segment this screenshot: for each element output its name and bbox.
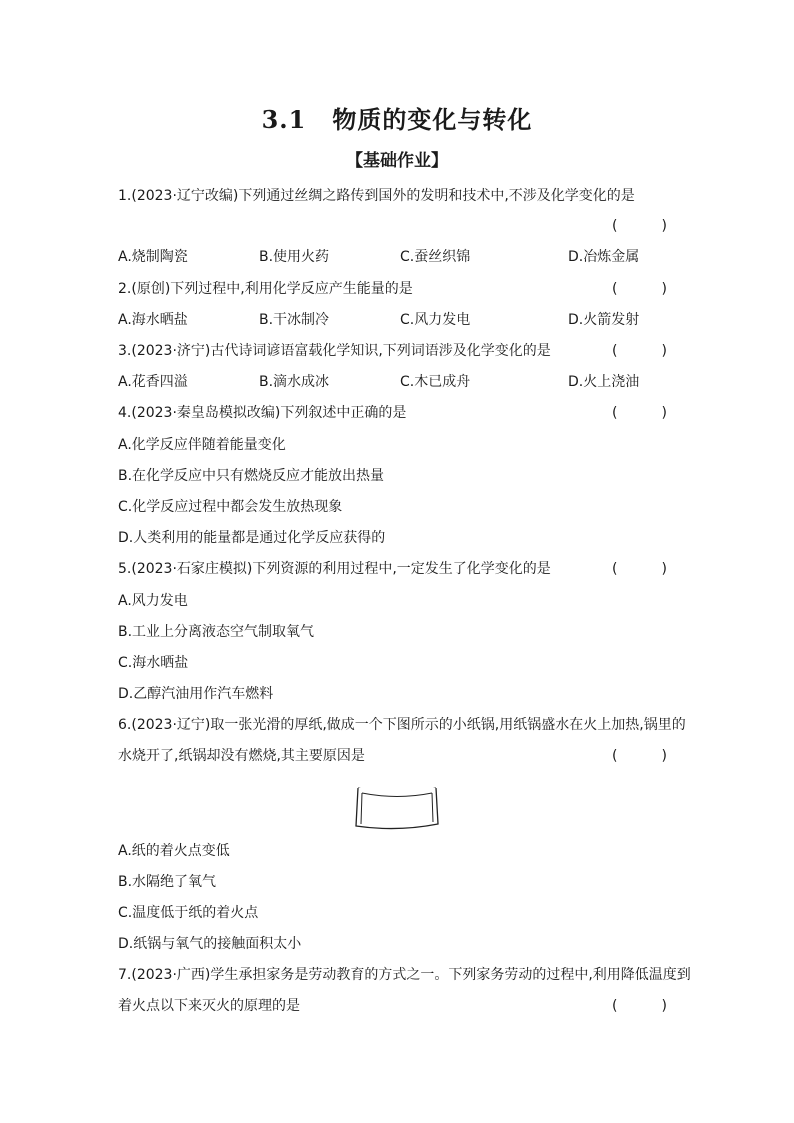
q2-stem: 2.(原创)下列过程中,利用化学反应产生能量的是: [118, 281, 413, 297]
q1-stem: 1.(2023·辽宁改编)下列通过丝绸之路传到国外的发明和技术中,不涉及化学变化的是: [118, 188, 635, 204]
q5-option-a: A.风力发电: [118, 593, 188, 609]
section-number: 3.1: [261, 105, 307, 134]
q4-answer-blank: ( ): [612, 405, 667, 421]
q2-option-d: D.火箭发射: [568, 312, 640, 328]
title-text: 物质的变化与转化: [332, 105, 533, 134]
q3-answer-blank: ( ): [612, 343, 667, 359]
q1-answer-blank: ( ): [612, 218, 667, 234]
q3-option-c: C.木已成舟: [400, 374, 471, 390]
section-heading: 【基础作业】: [346, 151, 448, 171]
q2-option-b: B.干冰制冷: [259, 312, 330, 328]
q2-option-c: C.风力发电: [400, 312, 471, 328]
q6-answer-blank: ( ): [612, 748, 667, 764]
q5-answer-blank: ( ): [612, 561, 667, 577]
page-title: [0, 100, 794, 135]
q2-answer-blank: ( ): [612, 281, 667, 297]
q5-option-c: C.海水晒盐: [118, 655, 189, 671]
q4-option-b: B.在化学反应中只有燃烧反应才能放出热量: [118, 468, 385, 484]
q1-option-d: D.冶炼金属: [568, 249, 640, 265]
q3-option-b: B.滴水成冰: [259, 374, 330, 390]
q4-option-c: C.化学反应过程中都会发生放热现象: [118, 499, 343, 515]
q1-option-c: C.蚕丝织锦: [400, 249, 471, 265]
q6-stem-line-1: 6.(2023·辽宁)取一张光滑的厚纸,做成一个下图所示的小纸锅,用纸锅盛水在火上加热,锅里的: [118, 717, 686, 733]
q7-stem-line-2: 着火点以下来灭火的原理的是: [118, 998, 300, 1014]
q6-option-a: A.纸的着火点变低: [118, 843, 230, 859]
q5-stem: 5.(2023·石家庄模拟)下列资源的利用过程中,一定发生了化学变化的是: [118, 561, 551, 577]
q4-stem: 4.(2023·秦皇岛模拟改编)下列叙述中正确的是: [118, 405, 407, 421]
paper-pot-figure: [352, 780, 442, 832]
q4-option-a: A.化学反应伴随着能量变化: [118, 437, 286, 453]
q4-option-d: D.人类利用的能量都是通过化学反应获得的: [118, 530, 386, 546]
q6-option-d: D.纸锅与氧气的接触面积太小: [118, 936, 302, 952]
q6-stem-line-2: 水烧开了,纸锅却没有燃烧,其主要原因是: [118, 748, 365, 764]
q7-stem-line-1: 7.(2023·广西)学生承担家务是劳动教育的方式之一。下列家务劳动的过程中,利用降低温度到: [118, 967, 691, 983]
q7-answer-blank: ( ): [612, 998, 667, 1014]
q3-stem: 3.(2023·济宁)古代诗词谚语富载化学知识,下列词语涉及化学变化的是: [118, 343, 551, 359]
q2-option-a: A.海水晒盐: [118, 312, 188, 328]
q1-option-a: A.烧制陶瓷: [118, 249, 188, 265]
q3-option-a: A.花香四溢: [118, 374, 188, 390]
q5-option-b: B.工业上分离液态空气制取氧气: [118, 624, 315, 640]
q3-option-d: D.火上浇油: [568, 374, 640, 390]
q5-option-d: D.乙醇汽油用作汽车燃料: [118, 686, 274, 702]
q1-option-b: B.使用火药: [259, 249, 330, 265]
q6-option-b: B.水隔绝了氧气: [118, 874, 217, 890]
q6-option-c: C.温度低于纸的着火点: [118, 905, 259, 921]
